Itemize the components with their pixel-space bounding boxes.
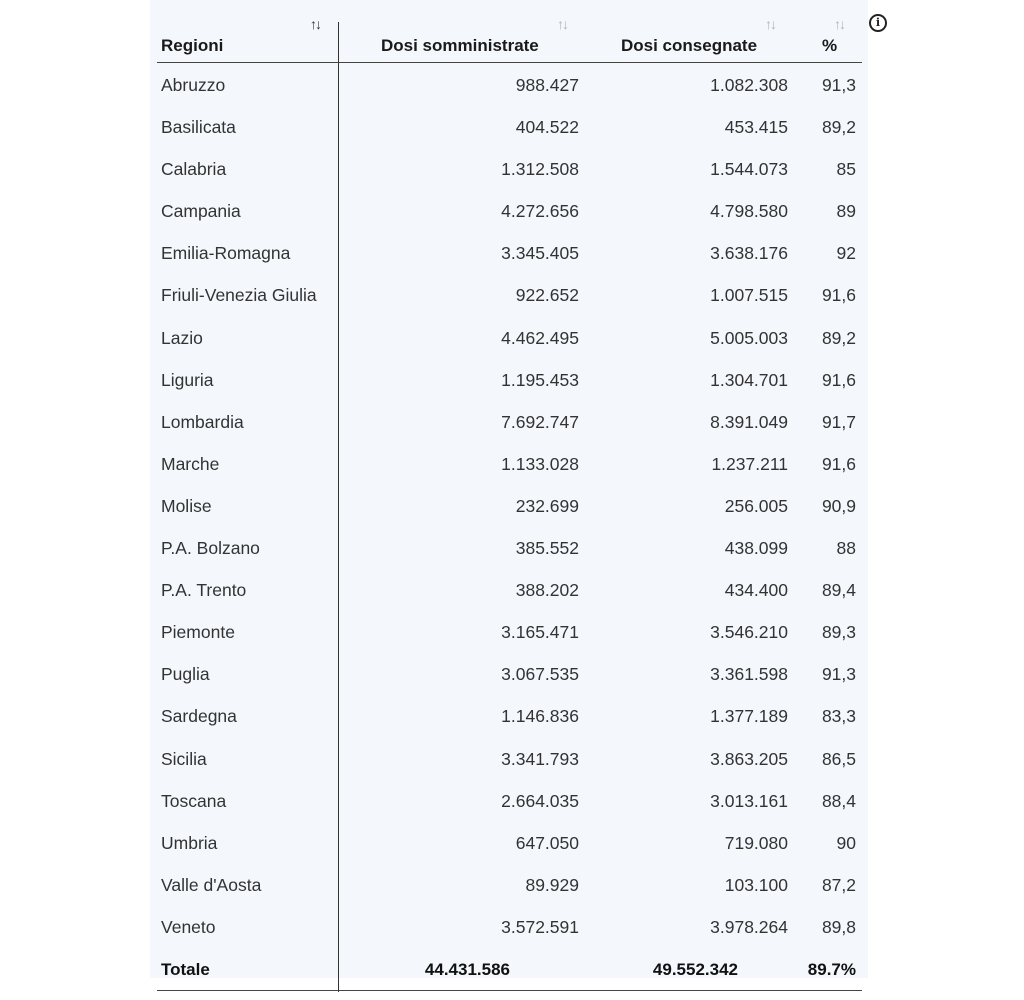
cell-region: Basilicata — [161, 117, 236, 138]
cell-percent: 89 — [836, 201, 856, 222]
cell-region: Abruzzo — [161, 75, 226, 95]
cell-percent: 83,3 — [821, 706, 856, 727]
cell-administered: 2.664.035 — [501, 790, 579, 811]
cell-region: Marche — [161, 453, 220, 474]
header-dosi-somministrate[interactable]: Dosi somministrate — [381, 36, 539, 55]
cell-administered: 89.929 — [525, 874, 579, 895]
cell-delivered: 3.863.205 — [710, 748, 788, 769]
cell-region: Sardegna — [161, 706, 237, 727]
table-row — [0, 64, 1024, 106]
table-row — [0, 232, 1024, 274]
cell-percent: 89,2 — [821, 117, 856, 138]
table-row — [0, 485, 1024, 527]
cell-region: Veneto — [161, 916, 216, 937]
sort-administered-icon[interactable]: ↑↓ — [557, 16, 567, 32]
table-row — [0, 864, 1024, 906]
table-row — [0, 569, 1024, 611]
cell-delivered: 1.082.308 — [710, 75, 788, 95]
table-row — [0, 611, 1024, 653]
cell-percent: 88 — [836, 538, 856, 559]
cell-region: Puglia — [161, 664, 210, 685]
cell-administered: 7.692.747 — [501, 411, 579, 432]
table-header — [0, 0, 1024, 64]
table-row — [0, 527, 1024, 569]
cell-region: Lazio — [161, 327, 203, 348]
cell-percent: 89,8 — [821, 916, 856, 937]
total-percent: 89.7% — [807, 960, 856, 979]
cell-region: Calabria — [161, 159, 227, 180]
cell-administered: 3.345.405 — [501, 243, 579, 264]
header-dosi-consegnate[interactable]: Dosi consegnate — [621, 36, 758, 55]
cell-percent: 89,3 — [821, 622, 856, 643]
table-row — [0, 401, 1024, 443]
cell-delivered: 1.304.701 — [710, 369, 788, 390]
cell-region: P.A. Bolzano — [161, 538, 260, 559]
cell-percent: 90 — [836, 832, 856, 853]
cell-delivered: 434.400 — [724, 580, 788, 601]
cell-delivered: 8.391.049 — [710, 411, 788, 432]
cell-administered: 404.522 — [515, 117, 579, 138]
cell-administered: 1.146.836 — [501, 706, 579, 727]
cell-percent: 91,6 — [821, 369, 856, 390]
table-body — [0, 64, 1024, 948]
cell-percent: 88,4 — [821, 790, 856, 811]
cell-administered: 232.699 — [515, 495, 579, 516]
table-row — [0, 695, 1024, 737]
cell-region: Lombardia — [161, 411, 244, 432]
info-icon[interactable]: i — [869, 14, 887, 32]
cell-region: Valle d'Aosta — [161, 874, 262, 895]
cell-administered: 922.652 — [515, 285, 579, 306]
cell-percent: 91,3 — [821, 664, 856, 685]
cell-region: Molise — [161, 495, 212, 516]
table-row — [0, 822, 1024, 864]
cell-administered: 988.427 — [515, 75, 579, 95]
cell-percent: 85 — [836, 159, 856, 180]
cell-administered: 4.462.495 — [501, 327, 579, 348]
total-label: Totale — [161, 960, 210, 979]
cell-administered: 1.312.508 — [501, 159, 579, 180]
cell-region: Friuli-Venezia Giulia — [161, 285, 317, 306]
cell-region: Liguria — [161, 369, 214, 390]
cell-delivered: 3.361.598 — [710, 664, 788, 685]
cell-delivered: 3.978.264 — [710, 916, 788, 937]
cell-percent: 87,2 — [821, 874, 856, 895]
cell-administered: 3.165.471 — [501, 622, 579, 643]
cell-percent: 91,3 — [821, 75, 856, 95]
cell-region: P.A. Trento — [161, 580, 247, 601]
table-row — [0, 106, 1024, 148]
cell-percent: 91,6 — [821, 285, 856, 306]
cell-delivered: 5.005.003 — [710, 327, 788, 348]
table-row — [0, 738, 1024, 780]
cell-percent: 91,6 — [821, 453, 856, 474]
sort-delivered-icon[interactable]: ↑↓ — [765, 16, 775, 32]
table-row — [0, 148, 1024, 190]
total-delivered: 49.552.342 — [652, 960, 738, 979]
table-row — [0, 190, 1024, 232]
cell-administered: 3.572.591 — [501, 916, 579, 937]
cell-percent: 86,5 — [821, 748, 856, 769]
cell-administered: 385.552 — [515, 538, 579, 559]
cell-region: Campania — [161, 201, 241, 222]
table-bottom-border — [157, 990, 862, 991]
table-row — [0, 317, 1024, 359]
cell-administered: 1.133.028 — [501, 453, 579, 474]
cell-percent: 89,4 — [821, 580, 856, 601]
header-regioni[interactable]: Regioni — [161, 36, 224, 55]
cell-delivered: 3.013.161 — [710, 790, 788, 811]
cell-delivered: 1.237.211 — [711, 453, 788, 474]
cell-delivered: 719.080 — [724, 832, 788, 853]
cell-region: Emilia-Romagna — [161, 243, 291, 264]
cell-administered: 388.202 — [515, 580, 579, 601]
total-row — [0, 951, 1024, 989]
cell-delivered: 4.798.580 — [710, 201, 788, 222]
cell-delivered: 438.099 — [724, 538, 788, 559]
sort-percent-icon[interactable]: ↑↓ — [834, 16, 844, 32]
table-row — [0, 443, 1024, 485]
table-row — [0, 780, 1024, 822]
header-divider — [157, 62, 862, 63]
table-row — [0, 906, 1024, 948]
cell-delivered: 3.546.210 — [710, 622, 788, 643]
cell-delivered: 103.100 — [724, 874, 788, 895]
cell-administered: 4.272.656 — [501, 201, 579, 222]
table-row — [0, 359, 1024, 401]
cell-administered: 647.050 — [515, 832, 579, 853]
cell-percent: 90,9 — [821, 495, 856, 516]
cell-administered: 3.341.793 — [501, 748, 579, 769]
cell-percent: 91,7 — [821, 411, 856, 432]
cell-delivered: 1.377.189 — [710, 706, 788, 727]
cell-region: Piemonte — [161, 622, 235, 643]
sort-region-icon[interactable]: ↑↓ — [310, 16, 320, 32]
table-row — [0, 653, 1024, 695]
cell-delivered: 453.415 — [724, 117, 788, 138]
cell-delivered: 1.544.073 — [710, 159, 788, 180]
cell-administered: 1.195.453 — [501, 369, 579, 390]
cell-delivered: 3.638.176 — [710, 243, 788, 264]
cell-region: Sicilia — [161, 748, 207, 769]
cell-region: Toscana — [161, 790, 227, 811]
cell-region: Umbria — [161, 832, 218, 853]
cell-delivered: 256.005 — [724, 495, 788, 516]
header-percent[interactable]: % — [822, 36, 838, 55]
cell-administered: 3.067.535 — [501, 664, 579, 685]
total-administered: 44.431.586 — [424, 960, 510, 979]
cell-percent: 92 — [836, 243, 856, 264]
cell-percent: 89,2 — [821, 327, 856, 348]
cell-delivered: 1.007.515 — [710, 285, 788, 306]
table-row — [0, 274, 1024, 316]
